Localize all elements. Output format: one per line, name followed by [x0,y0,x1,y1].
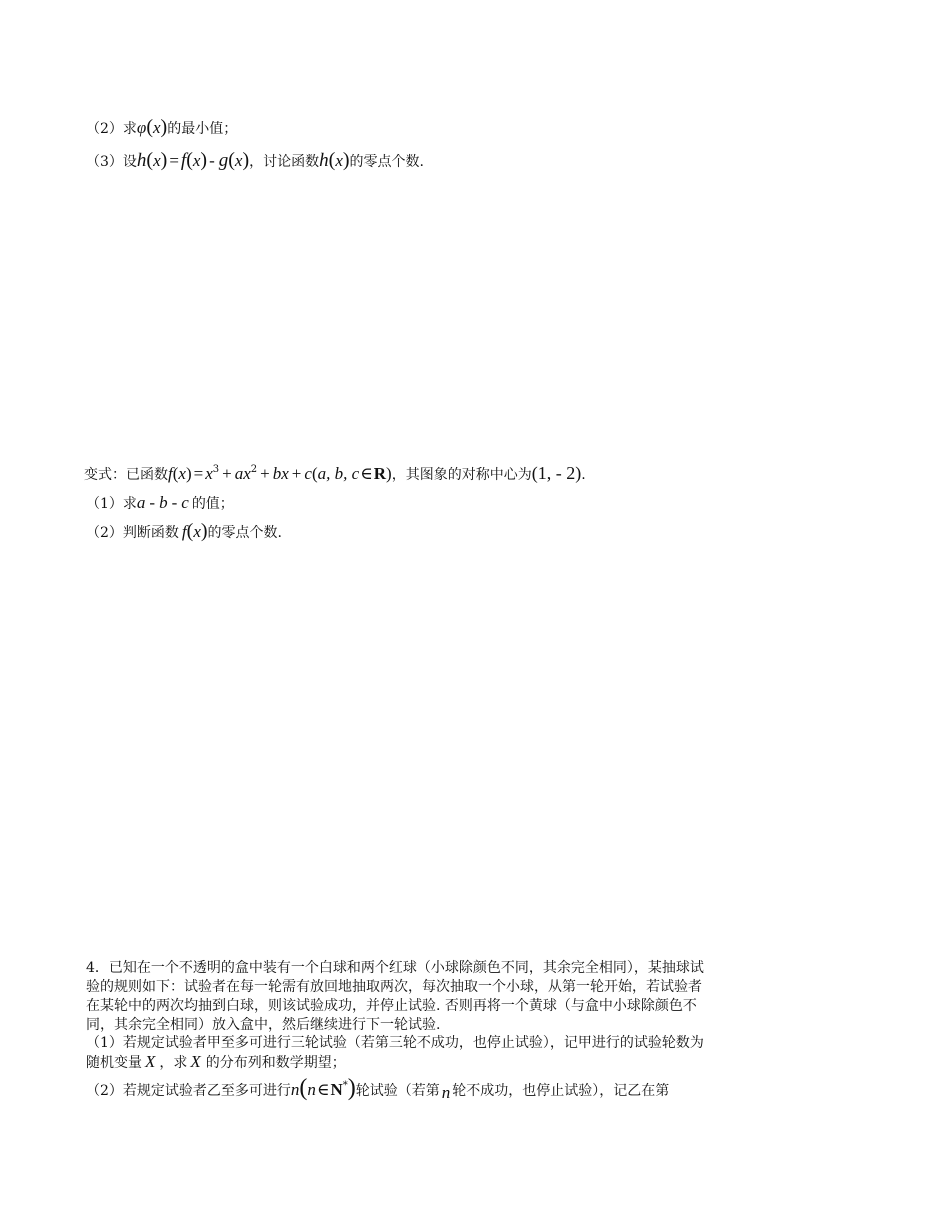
variant-part1-label: （1）求 [86,496,137,512]
h-arg: x [153,151,161,170]
plus-2: + [260,464,270,483]
expr-c: c [181,493,189,512]
g-symbol: g [218,150,229,171]
q4-part2-mid: 轮试验（若第 [355,1083,440,1099]
q3-part3-tail: 的零点个数. [349,154,424,170]
params-close: ) [386,464,392,483]
variant-mid: ，其图象的对称中心为 [391,467,532,483]
expr-a: a [136,493,146,512]
minus: - [209,151,215,170]
f-symbol: f [180,150,187,171]
params-open: ( [311,464,318,483]
variant-part1-tail: 的值； [191,496,234,512]
variant-part2-tail: 的零点个数. [207,525,282,541]
variant-part2-label: （2）判断函数 [86,525,179,541]
variant-b: b [272,464,282,483]
variant-end: . [581,467,586,483]
h-symbol: h [136,150,147,171]
q4-part2: （2）若规定试验者乙至多可进行n(n∈N*)轮试验（若第 n 轮不成功，也停止试验），记乙在第 [86,1075,670,1102]
element-of-N: ∈ [316,1080,330,1099]
q4-part1-line-2 [86,1052,346,1073]
h-symbol-2: h [319,150,329,171]
minus-1: - [149,493,156,512]
minus-2: - [171,493,178,512]
phi-symbol: φ [136,118,147,137]
q3-part3-label: （3）设 [86,154,137,170]
equals: = [169,151,179,170]
expr-b: b [159,493,168,512]
reals-symbol: R [373,464,387,483]
variant-part1 [86,493,234,514]
f-arg: x [192,151,201,170]
n-symbol: n [290,1080,300,1099]
variant-x: x [178,464,186,483]
h-arg-2: x [335,151,343,170]
n-symbol-inner: n [307,1080,316,1099]
variant-f: f [168,464,173,483]
q4-part1-mid: ，求 [159,1055,188,1071]
q4-part1-pre: 随机变量 [86,1055,142,1071]
n-symbol-2: n [441,1083,451,1102]
variant-x2: x [243,464,251,483]
exp-2: 2 [250,464,258,475]
element-of: ∈ [360,464,373,483]
q4-part2-tail: 轮不成功，也停止试验），记乙在第 [452,1083,670,1099]
q4-part1-tail: 的分布列和数学期望； [205,1055,346,1071]
q3-part3: （3）设h(x) = f(x) - g(x)，讨论函数h(x)的零点个数. [86,149,424,171]
variant-part2-x: x [193,522,201,541]
variant-part2-f: f [181,522,187,541]
q3-part2: （2）求φ(x)的最小值； [86,116,238,138]
q4-part2-label: （2）若规定试验者乙至多可进行 [86,1083,291,1099]
q4-line-3: 在某轮中的两次均抽到白球，则该试验成功，并停止试验. 否则再将一个黄球（与盒中小球除颜色不 [86,998,697,1014]
symmetry-center: (1, - 2) [531,463,582,483]
q4-line-1: 4．已知在一个不透明的盒中装有一个白球和两个红球（小球除颜色不同，其余完全相同），某抽球试 [86,960,704,976]
q4-line-2: 验的规则如下：试验者在每一轮需有放回地抽取两次，每次抽取一个小球，从第一轮开始，若试验者 [86,979,702,995]
exp-3: 3 [212,464,220,475]
random-variable-X-2: X [190,1052,201,1071]
q4-line-4: 同，其余完全相同）放入盒中，然后继续进行下一轮试验. [86,1017,441,1033]
q4-part1-line-1: （1）若规定试验者甲至多可进行三轮试验（若第三轮不成功，也停止试验），记甲进行的试验轮数为 [86,1035,704,1051]
variant-statement: 变式：已函数$f(x) = x^3 + ax^2$ + bx + c(a, b, c∈R)，其图象的对称中心为(1, - 2). [84,463,586,483]
variant-prefix: 变式：已函数 [84,467,168,483]
phi-arg: x [153,118,161,137]
star-superscript: * [342,1080,348,1091]
variant-c: c [304,464,312,483]
variant-eq: = [193,464,204,483]
variant-a: a [234,464,244,483]
g-arg: x [234,151,243,170]
q3-part2-tail: 的最小值； [167,121,238,137]
variant-params: a, b, c [317,464,360,483]
variant-part2: （2）判断函数 f(x)的零点个数. [86,520,282,542]
variant-bx: x [281,464,289,483]
variant-x3: x [205,464,213,483]
plus-3: + [291,464,302,483]
q3-part3-mid: ，讨论函数 [249,154,320,170]
q3-part2-label: （2）求 [86,121,137,137]
random-variable-X: X [145,1052,156,1071]
naturals-symbol: N [330,1080,343,1099]
plus-1: + [222,464,232,483]
